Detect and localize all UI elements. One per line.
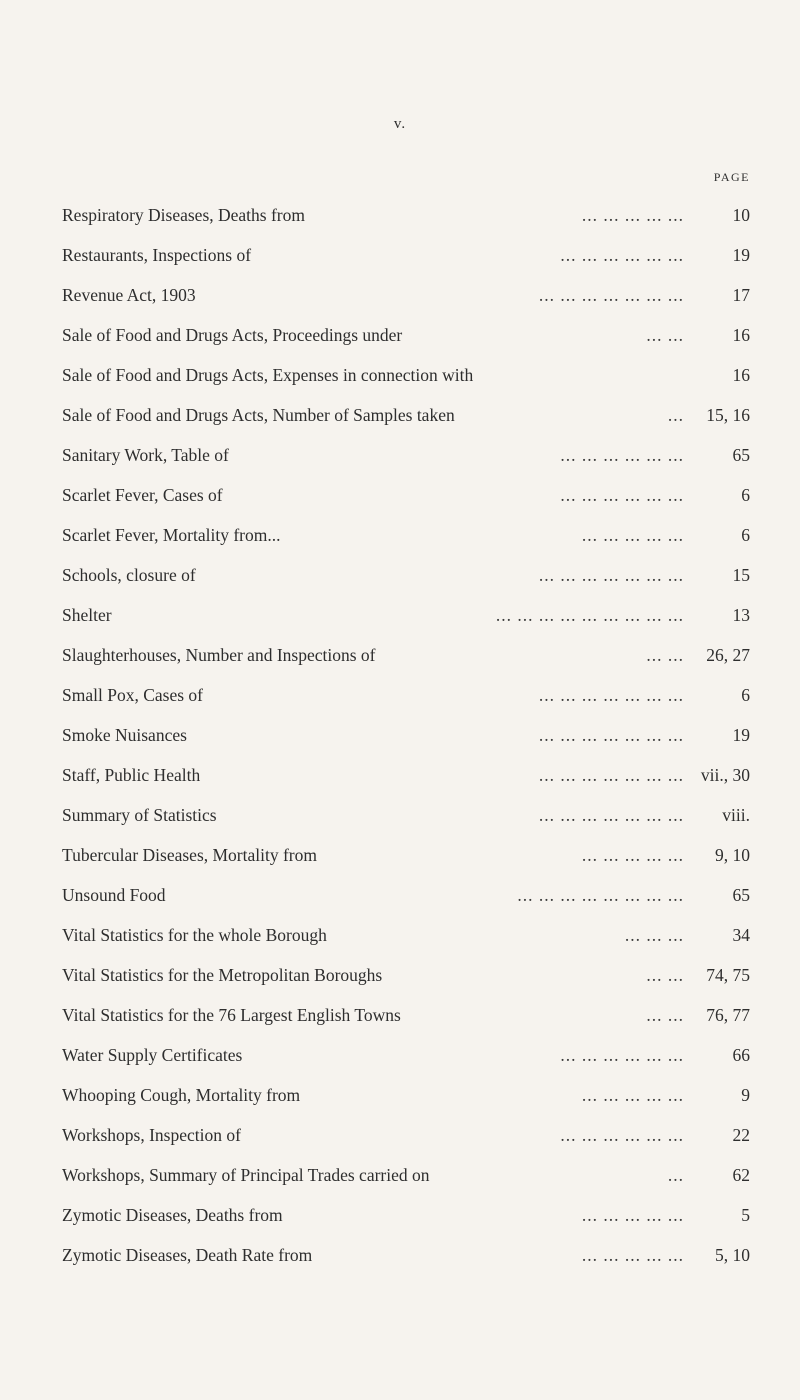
entry-label: Sale of Food and Drugs Acts, Number of Samples taken [62,405,455,425]
index-entry [62,1085,750,1125]
dot-leader: ... ... ... ... ... ... [560,245,684,265]
entry-page: 65 [732,885,750,905]
index-entry [62,965,750,1005]
dot-leader: ... ... ... ... ... [581,525,684,545]
entry-page: 74, 75 [706,965,750,985]
index-entry [62,1045,750,1085]
entry-label: Scarlet Fever, Cases of [62,485,223,505]
dot-leader: ... ... ... ... ... ... [560,485,684,505]
entry-page: 17 [732,285,750,305]
entry-label: Respiratory Diseases, Deaths from [62,205,305,225]
entry-page: 6 [741,525,750,545]
index-entry [62,1005,750,1045]
entry-page: 65 [732,445,750,465]
entry-label: Shelter [62,605,112,625]
dot-leader: ... ... ... ... ... ... ... [538,285,684,305]
page-column-header: PAGE [713,170,750,184]
entry-label: Sanitary Work, Table of [62,445,229,465]
dot-leader: ... ... ... ... ... ... ... [538,685,684,705]
index-entry [62,1245,750,1285]
entry-page: 5, 10 [715,1245,750,1265]
entry-page: 19 [732,245,750,265]
index-entry [62,685,750,725]
entry-page: 76, 77 [706,1005,750,1025]
index-entry [62,725,750,765]
entry-page: 15 [732,565,750,585]
dot-leader: ... ... [646,645,684,665]
entry-page: 6 [741,685,750,705]
index-entry [62,245,750,285]
entry-label: Whooping Cough, Mortality from [62,1085,301,1105]
page-number: v. [393,116,407,132]
entry-label: Restaurants, Inspections of [62,245,252,265]
dot-leader: ... ... [646,325,684,345]
dot-leader: ... ... [646,1005,684,1025]
entry-page: 66 [732,1045,750,1065]
index-entry [62,285,750,325]
entry-label: Vital Statistics for the Metropolitan Boroughs [62,965,383,985]
entry-label: Revenue Act, 1903 [62,285,196,305]
index-entry [62,565,750,605]
dot-leader: ... ... ... ... ... [581,1205,684,1225]
dot-leader: ... [667,1165,684,1185]
entry-page: 15, 16 [706,405,750,425]
index-entry [62,1205,750,1245]
entry-label: Schools, closure of [62,565,196,585]
dot-leader: ... ... ... ... ... [581,1245,684,1265]
entry-page: 62 [732,1165,750,1185]
dot-leader: ... ... ... ... ... ... ... [538,765,684,785]
entry-label: Smoke Nuisances [62,725,187,745]
entry-page: 5 [741,1205,750,1225]
entry-label: Water Supply Certificates [62,1045,243,1065]
entry-label: Slaughterhouses, Number and Inspections of [62,645,376,665]
entry-page: 22 [732,1125,750,1145]
entry-label: Sale of Food and Drugs Acts, Expenses in connection with [62,365,474,385]
dot-leader: ... ... ... ... ... ... ... [538,725,684,745]
entry-page: 6 [741,485,750,505]
dot-leader: ... ... ... ... ... [581,845,684,865]
index-entry [62,405,750,445]
entry-page: 16 [732,365,750,385]
dot-leader: ... ... ... ... ... ... [560,445,684,465]
entry-label: Sale of Food and Drugs Acts, Proceedings under [62,325,403,345]
entry-page: 19 [732,725,750,745]
index-entry [62,205,750,245]
entry-label: Scarlet Fever, Mortality from... [62,525,281,545]
index-entry [62,805,750,845]
index-entry [62,765,750,805]
entry-label: Vital Statistics for the 76 Largest English Towns [62,1005,401,1025]
dot-leader: ... ... [646,965,684,985]
dot-leader: ... ... ... ... ... ... ... [538,805,684,825]
index-entry [62,885,750,925]
entry-page: 26, 27 [706,645,750,665]
entry-page: 13 [732,605,750,625]
entry-label: Vital Statistics for the whole Borough [62,925,327,945]
entry-label: Small Pox, Cases of [62,685,203,705]
entry-label: Workshops, Inspection of [62,1125,241,1145]
entry-page: vii., 30 [700,765,750,785]
index-entries [62,205,750,1285]
dot-leader: ... [667,405,684,425]
dot-leader: ... ... ... ... ... ... ... ... ... [495,605,684,625]
entry-label: Summary of Statistics [62,805,217,825]
dot-leader: ... ... ... ... ... ... ... ... [517,885,684,905]
entry-page: 16 [732,325,750,345]
index-entry [62,845,750,885]
index-entry [62,325,750,365]
index-entry [62,485,750,525]
dot-leader: ... ... ... ... ... ... ... [538,565,684,585]
index-entry [62,1165,750,1205]
entry-label: Tubercular Diseases, Mortality from [62,845,317,865]
dot-leader: ... ... ... ... ... [581,1085,684,1105]
index-entry [62,1125,750,1165]
entry-page: 34 [732,925,750,945]
index-entry [62,525,750,565]
index-entry [62,605,750,645]
index-entry [62,645,750,685]
index-entry [62,445,750,485]
entry-label: Unsound Food [62,885,166,905]
entry-page: 10 [732,205,750,225]
entry-label: Staff, Public Health [62,765,201,785]
index-entry [62,365,750,405]
dot-leader: ... ... ... ... ... ... [560,1045,684,1065]
dot-leader: ... ... ... ... ... [581,205,684,225]
entry-page: 9 [741,1085,750,1105]
dot-leader: ... ... ... [624,925,684,945]
entry-page: viii. [722,805,750,825]
dot-leader: ... ... ... ... ... ... [560,1125,684,1145]
entry-label: Zymotic Diseases, Death Rate from [62,1245,313,1265]
entry-label: Zymotic Diseases, Deaths from [62,1205,283,1225]
index-entry [62,925,750,965]
entry-page: 9, 10 [715,845,750,865]
entry-label: Workshops, Summary of Principal Trades carried on [62,1165,430,1185]
